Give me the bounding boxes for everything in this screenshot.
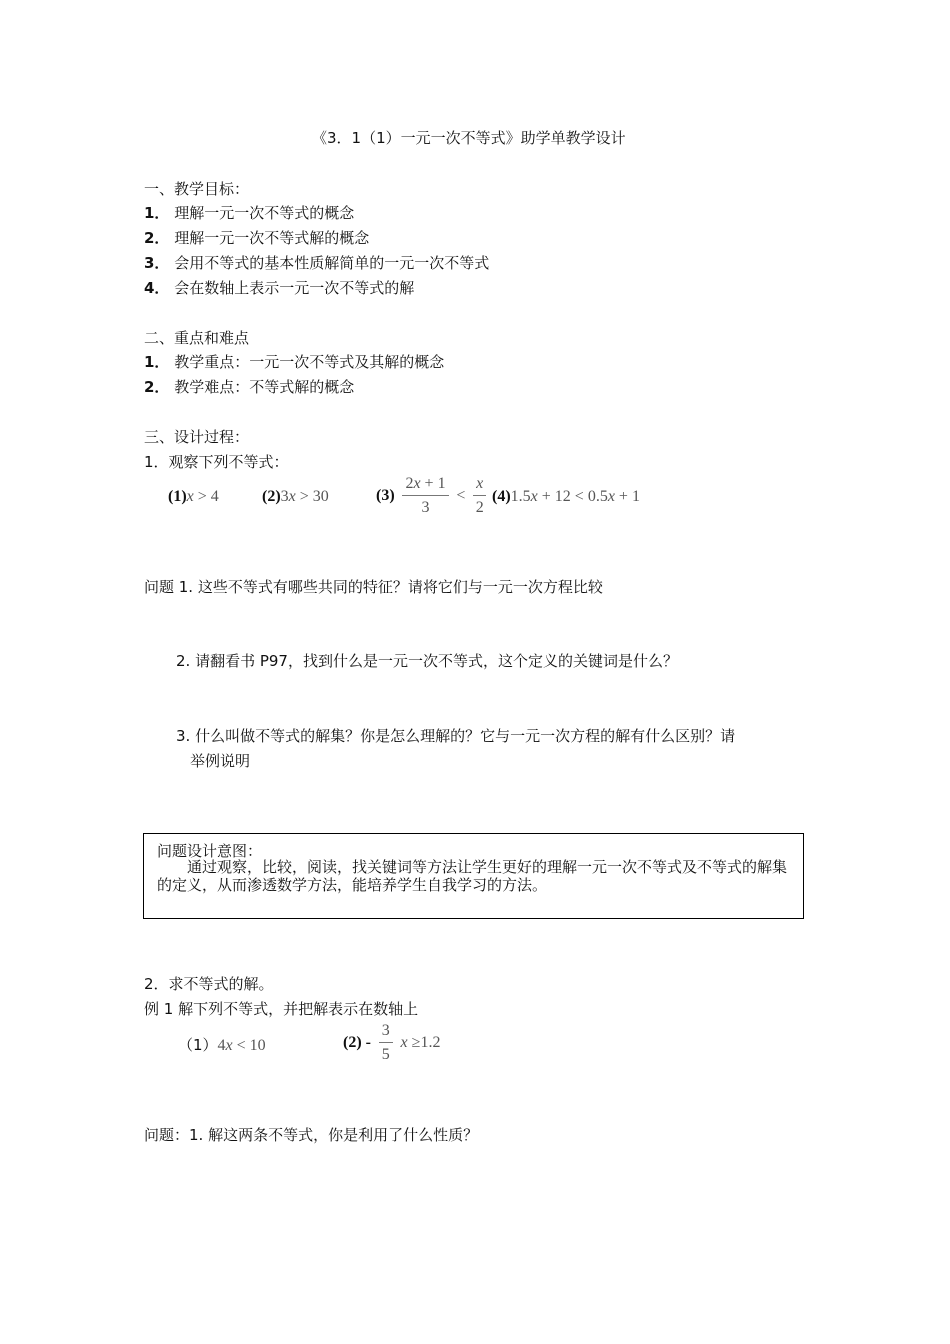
expression: > 4 xyxy=(193,488,219,505)
inequality-2 xyxy=(262,487,329,506)
expression: < 10 xyxy=(232,1037,266,1054)
section-heading-key-points: 二、重点和难点 xyxy=(144,329,250,347)
inequality-4 xyxy=(492,487,640,506)
denominator: 2 xyxy=(475,499,484,516)
variable: x xyxy=(186,488,194,505)
item-text: 教学难点：不等式解的概念 xyxy=(174,378,355,396)
section-heading-objectives: 一、教学目标： xyxy=(144,180,250,198)
part2-heading: 2．求不等式的解。 xyxy=(144,975,274,993)
coefficient: 4 xyxy=(217,1037,226,1054)
example-inequality-2 xyxy=(343,1022,440,1064)
inequality-label: (4) xyxy=(492,488,511,505)
design-intent-body: 通过观察，比较，阅读，找关键词等方法让学生更好的理解一元一次不等式及不等式的解集的定义，从而渗透数学方法，能培养学生自我学习的方法。 xyxy=(157,858,788,894)
coefficient: 2 xyxy=(405,475,414,492)
objective-item xyxy=(144,252,489,273)
inequality-1 xyxy=(168,487,219,506)
item-number: 1． xyxy=(144,204,170,222)
example-1: 例 1 解下列不等式，并把解表示在数轴上 xyxy=(144,1000,419,1018)
numerator: 3 xyxy=(379,1022,393,1043)
fraction-left xyxy=(402,475,448,517)
question-3: 3. 什么叫做不等式的解集？你是怎么理解的？它与一元一次方程的解有什么区别？请 xyxy=(176,727,736,745)
expression: + 1 xyxy=(614,488,640,505)
variable: x xyxy=(225,1037,233,1054)
item-text: 教学重点：一元一次不等式及其解的概念 xyxy=(174,353,445,371)
objective-item xyxy=(144,202,354,223)
expression: + 12 < 0.5 xyxy=(537,488,608,505)
inequality-label: （1） xyxy=(178,1036,218,1054)
variable: x xyxy=(530,488,538,505)
page-title: 《3．1（1）一元一次不等式》助学单教学设计 xyxy=(312,129,626,147)
operator: < xyxy=(456,487,466,504)
question-1: 问题 1. 这些不等式有哪些共同的特征？请将它们与一元一次方程比较 xyxy=(144,578,603,596)
inequality-3 xyxy=(376,475,489,517)
item-text: 理解一元一次不等式的概念 xyxy=(174,204,355,222)
item-number: 2． xyxy=(144,378,170,396)
coefficient: 3 xyxy=(280,488,289,505)
item-number: 2． xyxy=(144,229,170,247)
variable: x xyxy=(607,488,615,505)
variable: x xyxy=(288,488,296,505)
key-point-item xyxy=(144,351,444,372)
design-intent-box xyxy=(143,833,804,919)
inequality-label: (2) xyxy=(262,488,281,505)
fraction-right xyxy=(473,475,486,517)
variable: x xyxy=(413,475,421,492)
example-inequality-1 xyxy=(178,1034,266,1055)
expression: + 1 xyxy=(420,475,446,492)
fraction xyxy=(379,1022,393,1064)
objective-item xyxy=(144,277,414,298)
item-text: 理解一元一次不等式解的概念 xyxy=(174,229,370,247)
variable: x xyxy=(476,475,484,492)
question-3-continued: 举例说明 xyxy=(190,752,251,770)
step-observe: 1．观察下列不等式： xyxy=(144,453,289,471)
variable: x xyxy=(400,1034,408,1051)
inequality-label: (2) - xyxy=(343,1034,371,1051)
denominator: 5 xyxy=(381,1046,390,1063)
item-number: 3． xyxy=(144,254,170,272)
section-heading-process: 三、设计过程： xyxy=(144,428,250,446)
denominator: 3 xyxy=(421,499,430,516)
item-number: 4． xyxy=(144,279,170,297)
item-number: 1． xyxy=(144,353,170,371)
expression: > 30 xyxy=(295,488,329,505)
expression: ≥1.2 xyxy=(407,1034,441,1051)
item-text: 会在数轴上表示一元一次不等式的解 xyxy=(174,279,415,297)
part2-question: 问题：1. 解这两条不等式，你是利用了什么性质？ xyxy=(144,1126,479,1144)
design-intent-title: 问题设计意图： xyxy=(157,842,263,860)
inequality-label: (3) xyxy=(376,487,395,504)
objective-item xyxy=(144,227,369,248)
inequality-label: (1) xyxy=(168,488,187,505)
question-2: 2. 请翻看书 P97，找到什么是一元一次不等式，这个定义的关键词是什么？ xyxy=(176,652,678,670)
coefficient: 1.5 xyxy=(510,488,531,505)
key-point-item xyxy=(144,376,354,397)
item-text: 会用不等式的基本性质解简单的一元一次不等式 xyxy=(174,254,490,272)
